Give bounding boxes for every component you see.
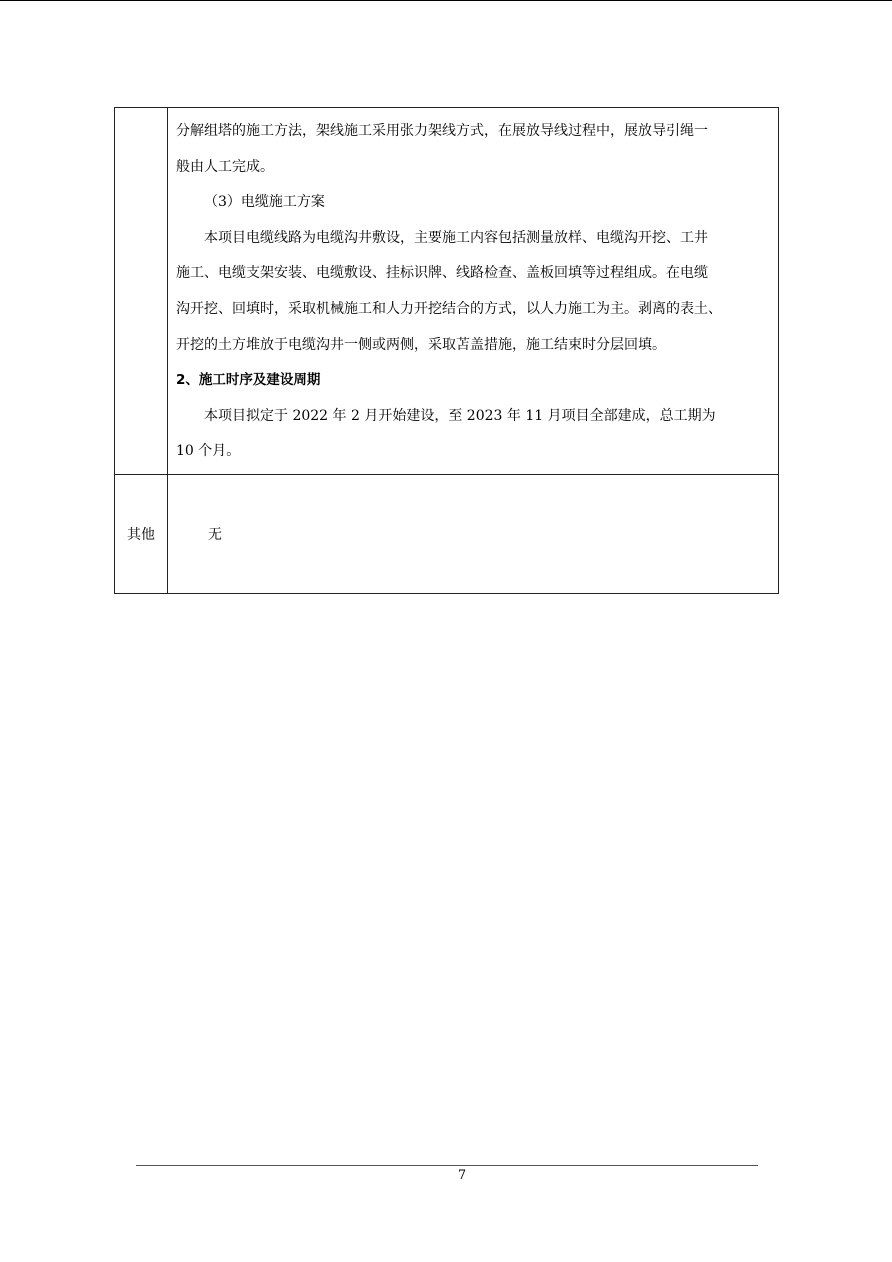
paragraph-line: 沟开挖、回填时，采取机械施工和人力开挖结合的方式，以人力施工为主。剥离的表土、 [176, 300, 722, 317]
project-info-table [114, 107, 779, 594]
footer-divider [136, 1165, 758, 1166]
paragraph-line: 10 个月。 [176, 443, 241, 460]
paragraph-line: 开挖的土方堆放于电缆沟井一侧或两侧，采取苫盖措施，施工结束时分层回填。 [176, 336, 666, 353]
other-value: 无 [208, 526, 222, 543]
other-label-cell: 其他 [115, 474, 168, 593]
top-border-line [0, 0, 892, 1]
paragraph-line: 本项目拟定于 2022 年 2 月开始建设，至 2023 年 11 月项目全部建成，总工期为 [204, 407, 716, 424]
construction-content-cell [168, 108, 779, 475]
page-number: 7 [457, 1168, 467, 1183]
subsection-title: （3）电缆施工方案 [204, 194, 325, 211]
other-value-cell [168, 474, 779, 593]
paragraph-line: 本项目电缆线路为电缆沟井敷设，主要施工内容包括测量放样、电缆沟开挖、工井 [204, 229, 708, 246]
table-row [115, 474, 779, 593]
paragraph-line: 般由人工完成。 [176, 158, 274, 175]
paragraph-line: 分解组塔的施工方法，架线施工采用张力架线方式，在展放导线过程中，展放导引绳一 [176, 123, 708, 139]
paragraph-line: 施工、电缆支架安装、电缆敷设、挂标识牌、线路检查、盖板回填等过程组成。在电缆 [176, 265, 708, 282]
table-row [115, 108, 779, 475]
section-heading: 2、施工时序及建设周期 [176, 372, 321, 389]
row-label-cell [115, 108, 168, 475]
